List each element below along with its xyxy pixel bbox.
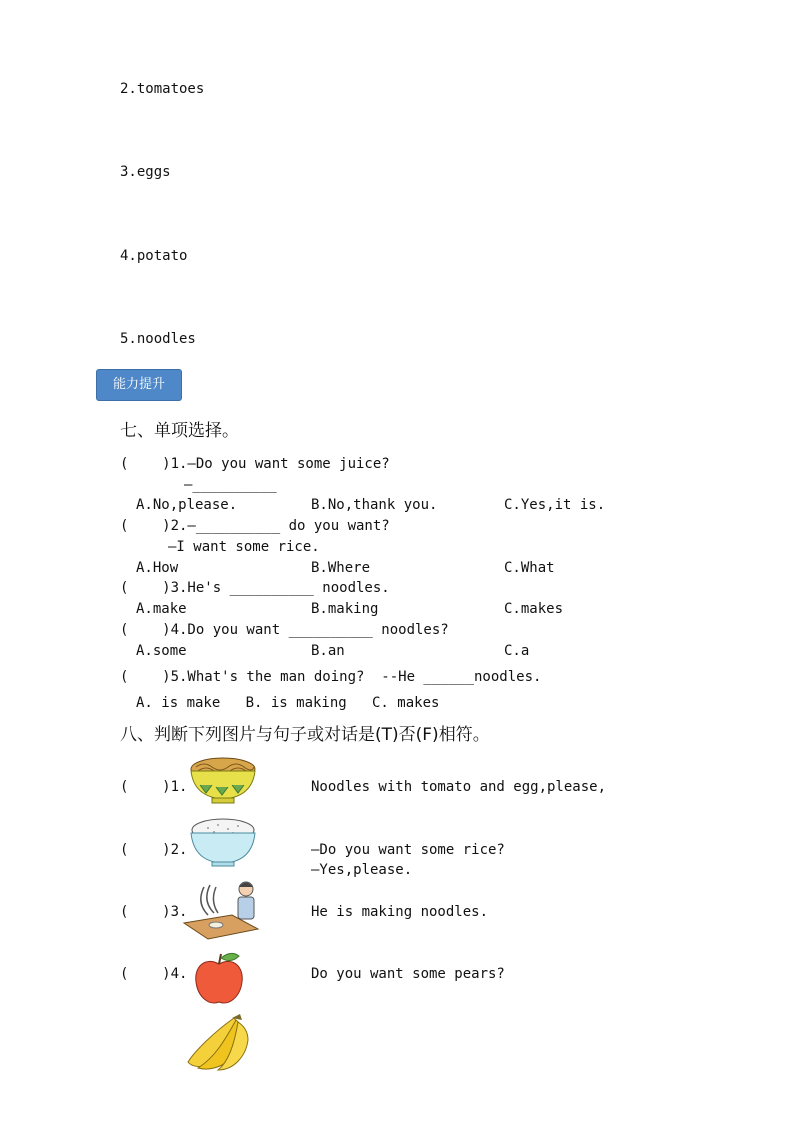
q3-option-a: A.make bbox=[136, 601, 187, 617]
q2-option-a: A.How bbox=[136, 560, 179, 576]
q3-option-c: C.makes bbox=[504, 601, 564, 617]
apple-icon bbox=[192, 950, 246, 1008]
q4-option-b: B.an bbox=[311, 643, 345, 659]
word-item-tomatoes: 2.tomatoes bbox=[120, 81, 205, 97]
q2-option-b: B.Where bbox=[311, 560, 371, 576]
item3-number: ( )3. bbox=[120, 904, 188, 920]
q1-answer-line: —__________ bbox=[184, 477, 277, 493]
q2-stem: ( )2.—__________ do you want? bbox=[120, 518, 390, 534]
word-item-potato: 4.potato bbox=[120, 248, 188, 264]
q4-option-c: C.a bbox=[504, 643, 530, 659]
item1-number: ( )1. bbox=[120, 779, 188, 795]
section7-title: 七、单项选择。 bbox=[120, 421, 239, 441]
rice-bowl-icon bbox=[188, 816, 258, 868]
q1-option-c: C.Yes,it is. bbox=[504, 497, 606, 513]
q4-stem: ( )4.Do you want __________ noodles? bbox=[120, 622, 449, 638]
item2-text: —Do you want some rice? bbox=[311, 842, 505, 858]
item4-number: ( )4. bbox=[120, 966, 188, 982]
q5-stem: ( )5.What's the man doing? --He ______noodles. bbox=[120, 669, 542, 685]
item4-text: Do you want some pears? bbox=[311, 966, 505, 982]
q4-option-a: A.some bbox=[136, 643, 187, 659]
item3-text: He is making noodles. bbox=[311, 904, 489, 920]
q1-option-b: B.No,thank you. bbox=[311, 497, 438, 513]
q1-stem: ( )1.—Do you want some juice? bbox=[120, 456, 390, 472]
noodle-bowl-icon bbox=[188, 755, 258, 805]
word-item-noodles: 5.noodles bbox=[120, 331, 196, 347]
item2-number: ( )2. bbox=[120, 842, 188, 858]
noodle-maker-icon bbox=[182, 879, 260, 941]
q1-option-a: A.No,please. bbox=[136, 497, 238, 513]
q2-option-c: C.What bbox=[504, 560, 555, 576]
q3-stem: ( )3.He's __________ noodles. bbox=[120, 580, 390, 596]
q2-reply: —I want some rice. bbox=[168, 539, 320, 555]
q5-options: A. is make B. is making C. makes bbox=[136, 695, 440, 711]
item2-text2: —Yes,please. bbox=[311, 862, 413, 878]
word-item-eggs: 3.eggs bbox=[120, 164, 171, 180]
q3-option-b: B.making bbox=[311, 601, 379, 617]
item1-text: Noodles with tomato and egg,please, bbox=[311, 779, 607, 795]
banana-icon bbox=[184, 1012, 252, 1074]
section-badge: 能力提升 bbox=[96, 369, 182, 401]
section8-title: 八、判断下列图片与句子或对话是(T)否(F)相符。 bbox=[120, 725, 490, 745]
